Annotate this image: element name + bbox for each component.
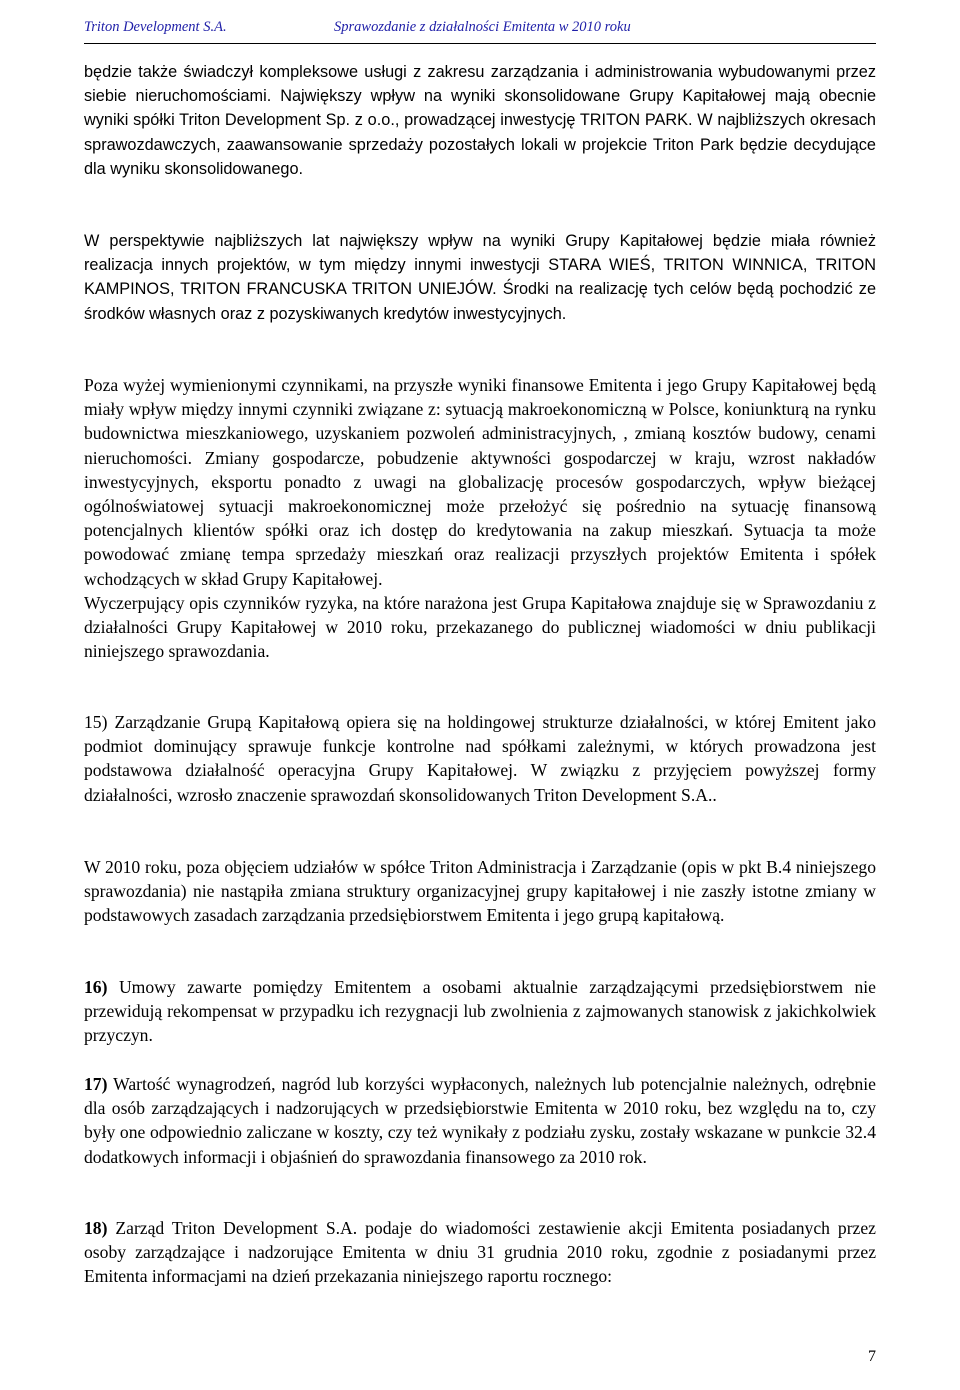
paragraph-text: 15) Zarządzanie Grupą Kapitałową opiera się na holdingowej strukturze działalności, w której Emitent jako podmiot dominujący sprawuje funkcje kontrolne nad spółkami zależnymi, w których prowadzona jest podstawowa działalność operacyjna Grupy Kapitałowej. W związku z przyjęciem powyższej formy działalności, wzrosło znaczenie sprawozdań skonsolidowanych Triton Development S.A.. — [84, 712, 876, 805]
paragraph-future-projects — [84, 229, 876, 326]
section-15-management — [84, 710, 876, 807]
paragraph-text: będzie także świadczył kompleksowe usługi z zakresu zarządzania i administrowania wybudowanymi przez siebie nieruchomościami. Największy wpływ na wyniki skonsolidowane Grupy Kapitałowej mają obecnie wyniki spółki Triton Development Sp. z o.o., prowadzącej inwestycję TRITON PARK. W najbliższych okresach sprawozdawczych, zaawansowanie sprzedaży pozostałych lokali w projekcie Triton Park będzie decydujące dla wyniku skonsolidowanego. — [84, 63, 876, 178]
section-16-contracts — [84, 975, 876, 1048]
section-number: 18) — [84, 1218, 108, 1238]
header-company: Triton Development S.A. — [84, 19, 227, 35]
section-17-remuneration — [84, 1072, 876, 1169]
header-report-title: Sprawozdanie z działalności Emitenta w 2010 roku — [334, 19, 631, 35]
paragraph-text: Wartość wynagrodzeń, nagród lub korzyści wypłaconych, należnych lub potencjalnie należnych, odrębnie dla osób zarządzających i nadzorujących w przedsiębiorstwie Emitenta w 2010 roku, bez względu na to, czy były one odpowiednio zaliczane w koszty, czy też wynikały z podziału zysku, zostały wskazane w punkcie 32.4 dodatkowych informacji i objaśnień do sprawozdania finansowego za 2010 rok. — [84, 1074, 876, 1167]
page-number: 7 — [868, 1348, 876, 1365]
paragraph-text: W 2010 roku, poza objęciem udziałów w spółce Triton Administracja i Zarządzanie (opis w pkt B.4 niniejszego sprawozdania) nie nastąpiła zmiana struktury organizacyjnej grupy kapitałowej i nie zaszły istotne zmiany w podstawowych zasadach zarządzania przedsiębiorstwem Emitenta i jego grupą kapitałową. — [84, 857, 876, 926]
paragraph-risk-factors — [84, 373, 876, 663]
paragraph-structure-changes — [84, 855, 876, 928]
paragraph-text: Zarząd Triton Development S.A. podaje do wiadomości zestawienie akcji Emitenta posiadanych przez osoby zarządzające i nadzorujące Emitenta w dniu 31 grudnia 2010 roku, zgodnie z posiadanymi przez Emitenta informacjami na dzień przekazania niniejszego raportu rocznego: — [84, 1218, 876, 1287]
paragraph-text: Wyczerpujący opis czynników ryzyka, na które narażona jest Grupa Kapitałowa znajduje się w Sprawozdaniu z działalności Grupy Kapitałowej w 2010 roku, przekazanego do publicznej wiadomości w dniu publikacji niniejszego sprawozdania. — [84, 592, 876, 662]
paragraph-text: Umowy zawarte pomiędzy Emitentem a osobami aktualnie zarządzającymi przedsiębiorstwem nie przewidują rekompensat w przypadku ich rezygnacji lub zwolnienia z zajmowanych stanowisk z jakichkolwiek przyczyn. — [84, 977, 876, 1046]
paragraph-results-outlook — [84, 60, 876, 181]
section-18-shares — [84, 1216, 876, 1289]
header-rule — [84, 43, 876, 44]
section-number: 17) — [84, 1074, 108, 1094]
paragraph-text: W perspektywie najbliższych lat największy wpływ na wyniki Grupy Kapitałowej będzie miała również realizacja innych projektów, w tym między innymi inwestycji STARA WIEŚ, TRITON WINNICA, TRITON KAMPINOS, TRITON FRANCUSKA TRITON UNIEJÓW. Środki na realizację tych celów będą pochodzić ze środków własnych oraz z pozyskiwanych kredytów inwestycyjnych. — [84, 232, 876, 323]
paragraph-text: Poza wyżej wymienionymi czynnikami, na przyszłe wyniki finansowe Emitenta i jego Grupy Kapitałowej będą miały wpływ między innymi czynniki związane z: sytuacją makroekonomiczną w Polsce, koniunkturą na rynku budownictwa mieszkaniowego, uzyskaniem pozwoleń administracyjnych, , zmianą kosztów budowy, cenami nieruchomości. Zmiany gospodarcze, pobudzenie aktywności gospodarczej w kraju, wzrost nakładów inwestycyjnych, eksportu ponadto z uwagi na globalizację procesów gospodarczych, wpływ bieżącej ogólnoświatowej sytuacji makroekonomicznej może przełożyć się pośrednio na sytuację finansową potencjalnych klientów spółki oraz ich dostęp do kredytowania na zakup mieszkań. Sytuacja ta może powodować zmianę tempa sprzedaży mieszkań oraz realizacji przyszłych projektów Emitenta i spółek wchodzących w skład Grupy Kapitałowej. — [84, 375, 876, 589]
section-number: 16) — [84, 977, 108, 997]
page-header — [84, 19, 876, 43]
